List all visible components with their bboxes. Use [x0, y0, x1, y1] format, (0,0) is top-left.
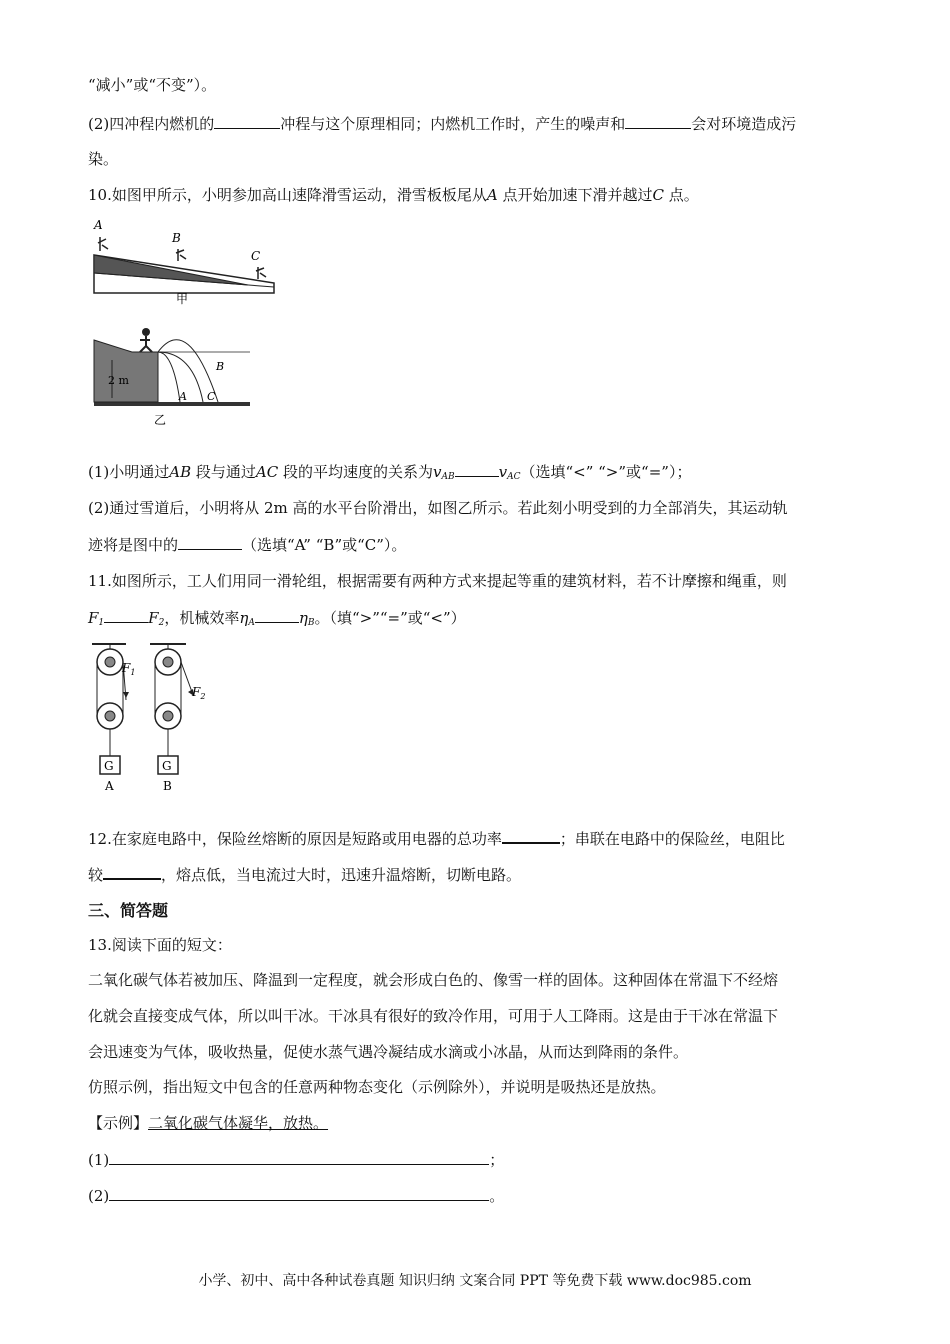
caption-yi: 乙 — [154, 413, 167, 427]
f1-label: $F_1$ — [122, 661, 136, 677]
caption-jia: 甲 — [176, 292, 189, 305]
question-10-1: (1)小明通过AB 段与通过AC 段的平均速度的关系为$v_{AB}$ $v_{AC}$（选填“<” “>”或“=”）； — [88, 460, 691, 488]
question-11: 11.如图所示，工人们用同一滑轮组，根据需要有两种方式来提起等重的建筑材料，若不计摩擦和绳重，则 — [88, 572, 787, 590]
answer-blank[interactable] — [178, 533, 242, 550]
text-line: “减小”或“不变”）。 — [88, 76, 217, 94]
label-b: B — [216, 360, 225, 373]
answer-blank[interactable] — [502, 826, 560, 844]
label-c: C — [251, 249, 261, 263]
label-c: C — [207, 390, 216, 403]
passage-line: 二氧化碳气体若被加压、降温到一定程度，就会形成白色的、像雪一样的固体。这种固体在常温下不经熔 — [88, 971, 779, 989]
instruction-line: 仿照示例，指出短文中包含的任意两种物态变化（示例除外），并说明是吸热还是放热。 — [88, 1078, 666, 1096]
answer-blank[interactable] — [455, 460, 499, 477]
section-heading: 三、简答题 — [88, 901, 169, 920]
answer-blank[interactable] — [104, 606, 148, 623]
question-12: 12.在家庭电路中，保险丝熔断的原因是短路或用电器的总功率 ；串联在电路中的保险丝，电阻比 — [88, 826, 785, 850]
text-line: 较 ，熔点低，当电流过大时，迅速升温熔断，切断电路。 — [88, 862, 521, 886]
text-line: 迹将是图中的 （选填“A” “B”或“C”）。 — [88, 533, 406, 556]
example-line: 【示例】二氧化碳气体凝华，放热。 — [88, 1114, 329, 1132]
weight-a-label: G — [104, 759, 114, 773]
answer-blank[interactable] — [625, 112, 691, 129]
figure-jia — [88, 215, 283, 305]
question-10-2: (2)通过雪道后，小明将从 2m 高的水平台阶滑出，如图乙所示。若此刻小明受到的力全部消失，其运动轨 — [88, 499, 788, 517]
label-a: A — [179, 390, 187, 403]
passage-line: 会迅速变为气体，吸收热量，促使水蒸气遇冷凝结成水滴或小冰晶，从而达到降雨的条件。 — [88, 1043, 689, 1061]
label-b: B — [172, 231, 181, 245]
answer-line-2: (2) 。 — [88, 1184, 504, 1207]
question-13: 13.阅读下面的短文： — [88, 936, 232, 954]
answer-line-1: (1) ； — [88, 1148, 504, 1171]
label-a: A — [94, 218, 103, 232]
caption-a: A — [105, 779, 114, 793]
figure-yi — [88, 322, 253, 430]
passage-line: 化就会直接变成气体，所以叫干冰。干冰具有很好的致冷作用，可用于人工降雨。这是由于干冰在常温下 — [88, 1007, 779, 1025]
caption-b: B — [163, 779, 172, 793]
answer-blank[interactable] — [109, 1184, 489, 1201]
text-line: 染。 — [88, 150, 119, 168]
weight-b-label: G — [162, 759, 172, 773]
answer-blank[interactable] — [255, 606, 299, 623]
f2-label: $F_2$ — [192, 685, 206, 701]
text-line: (2)四冲程内燃机的 冲程与这个原理相同；内燃机工作时，产生的噪声和 会对环境造成污 — [88, 112, 796, 135]
answer-blank[interactable] — [109, 1148, 489, 1165]
figure-pulley — [88, 640, 218, 800]
answer-blank[interactable] — [214, 112, 280, 129]
text-line: $F_1$ $F_2$，机械效率$\eta_A$ $\eta_B$。（填“>”“=”或“<”） — [88, 606, 466, 634]
height-label: 2 m — [108, 374, 129, 387]
question-10: 10.如图甲所示，小明参加高山速降滑雪运动，滑雪板板尾从A 点开始加速下滑并越过C 点。 — [88, 186, 699, 204]
answer-blank[interactable] — [103, 862, 161, 880]
page-footer: 小学、初中、高中各种试卷真题 知识归纳 文案合同 PPT 等免费下载 www.doc985.com — [198, 1273, 752, 1289]
